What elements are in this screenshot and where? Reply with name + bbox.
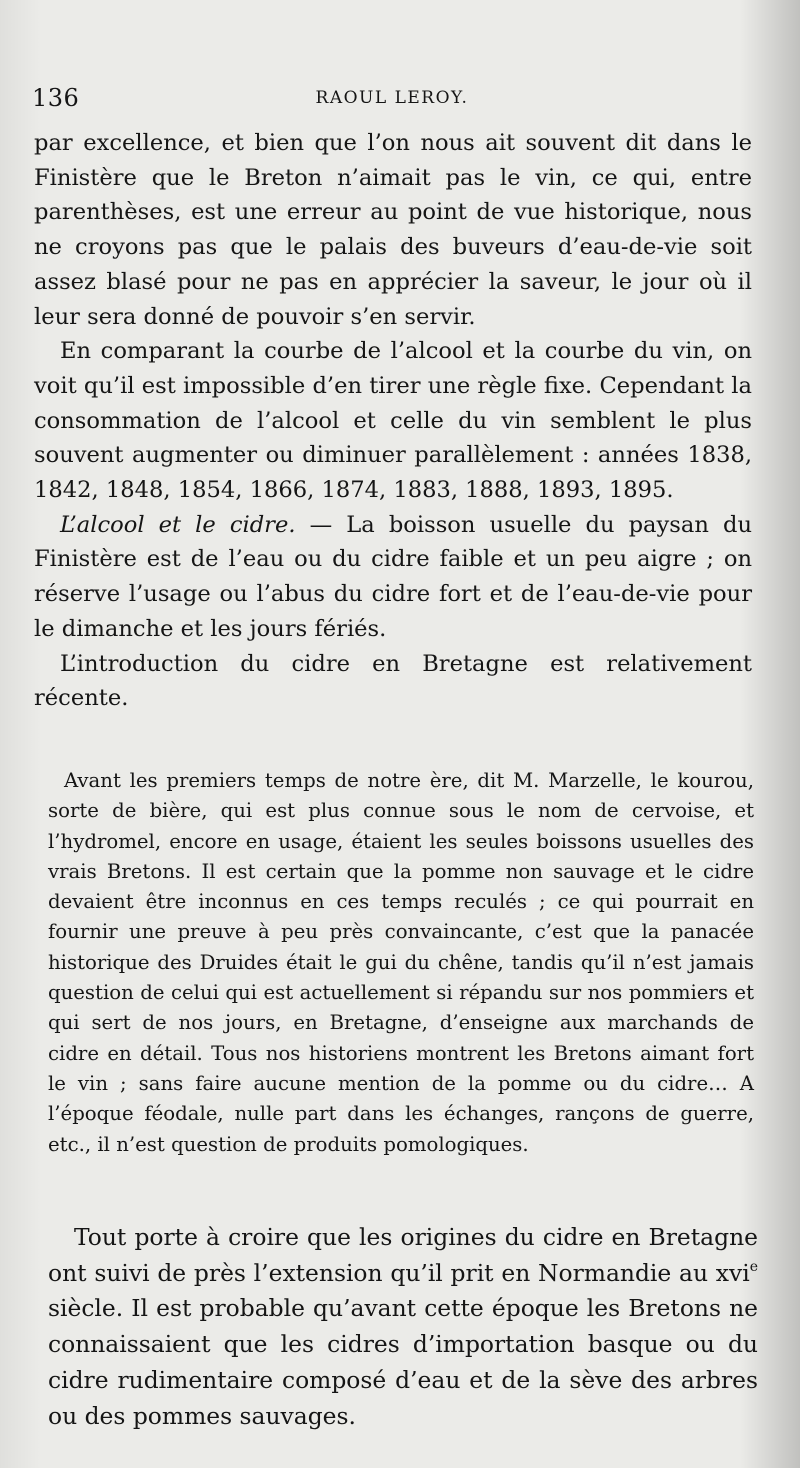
page-header [32,84,752,114]
closing-text [48,1220,758,1434]
paragraph-introduction: L’introduction du cidre en Bretagne est relativement récente. [34,650,752,712]
running-head: RAOUL LEROY. [315,88,469,108]
origins-text-start: Tout porte à croire que les origines du cidre en Bretagne ont suivi de près l’extension qu’il prit en Normandie au [48,1223,758,1287]
paragraph-continuation: par excellence, et bien que l’on nous ait souvent dit dans le Finistère que le Breton n’aimait pas le vin, ce qui, entre parenthèses, est une erreur au point de vue historique, nous ne croyons pas que le palais des buveurs d’eau-de-vie soit assez blasé pour ne pas en apprécier la saveur, le jour où il leur sera donné de pouvoir s’en servir. [34,130,752,330]
page-number: 136 [32,84,80,112]
origins-text-end: siècle. Il est probable qu’avant cette époque les Bretons ne connaissaient que les cidres d’importation basque ou du cidre rudimentaire composé d’eau et de la sève des arbres ou des pommes sauvages. [48,1294,758,1430]
century-numeral: xvi [715,1258,750,1287]
paragraph-curves: En comparant la courbe de l’alcool et la courbe du vin, on voit qu’il est impossible d’en tirer une règle fixe. Cependant la consommation de l’alcool et celle du vin semblent le plus souvent augmenter ou diminuer parallèlement : années 1838, 1842, 1848, 1854, 1866, 1874, 1883, 1888, 1893, 1895. [34,338,752,504]
block-quote [48,766,754,1160]
section-text: — La boisson usuelle du paysan du Finistère est de l’eau ou du cidre faible et un peu aigre ; on réserve l’usage ou l’abus du cidre fort et de l’eau-de-vie pour le dimanche et les jours fériés. [34,511,752,642]
section-title: L’alcool et le cidre. [60,511,296,538]
century-suffix: e [749,1258,758,1275]
main-text [34,126,752,716]
paragraph-origins [48,1220,758,1434]
paragraph-cider-section [34,508,752,647]
quote-paragraph: Avant les premiers temps de notre ère, dit M. Marzelle, le kourou, sorte de bière, qui est plus connue sous le nom de cervoise, et l’hydromel, encore en usage, étaient les seules boissons usuelles des vrais Bretons. Il est certain que la pomme non sauvage et le cidre devaient être inconnus en ces temps reculés ; ce qui pourrait en fournir une preuve à peu près convaincante, c’est que la panacée historique des Druides était le gui du chêne, tandis qu’il n’est jamais question de celui qui est actuellement si répandu sur nos pommiers et qui sert de nos jours, en Bretagne, d’enseigne aux marchands de cidre en détail. Tous nos historiens montrent les Bretons aimant fort le vin ; sans faire aucune mention de la pomme ou du cidre… A l’époque féodale, nulle part dans les échanges, rançons de guerre, etc., il n’est question de produits pomologiques. [48,769,754,1156]
